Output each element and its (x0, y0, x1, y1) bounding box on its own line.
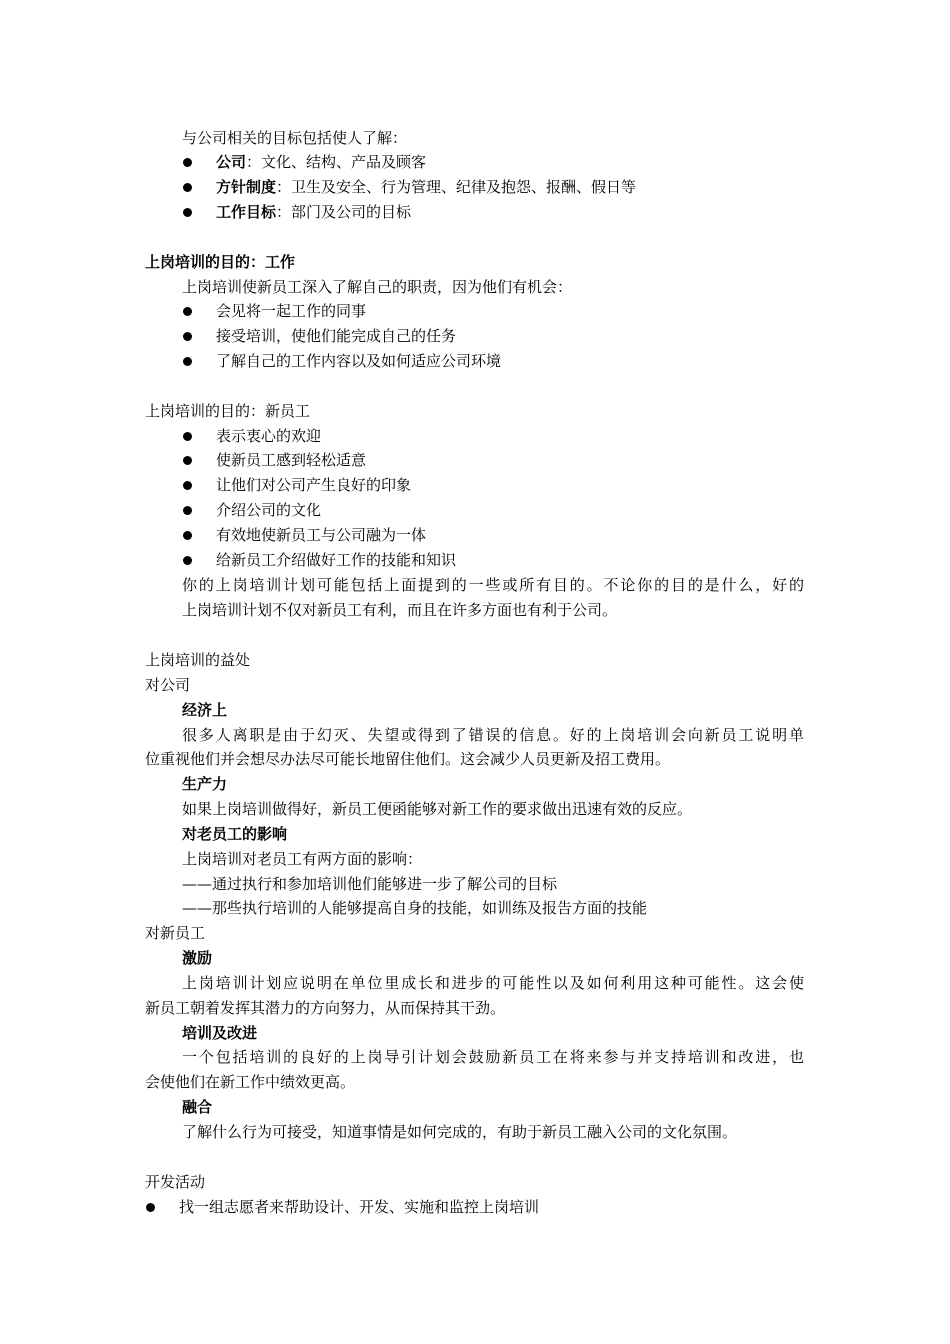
topic-title: 对老员工的影响 (182, 825, 288, 843)
paragraph-line: ——那些执行培训的人能够提高自身的技能，如训练及报告方面的技能 (182, 899, 648, 917)
paragraph-line: 了解什么行为可接受，知道事情是如何完成的，有助于新员工融入公司的文化氛围。 (182, 1123, 738, 1141)
bullet-icon (183, 456, 192, 465)
topic-title: 经济上 (182, 701, 228, 719)
list-item: 使新员工感到轻松适意 (216, 451, 367, 469)
list-item-label: 公司 (216, 153, 247, 171)
bullet-icon (183, 556, 192, 565)
section-heading: 上岗培训的目的：工作 (145, 253, 296, 271)
list-item-text: ：文化、结构、产品及顾客 (246, 153, 427, 171)
bullet-icon (183, 432, 192, 441)
list-item (216, 152, 426, 172)
list-item: 接受培训，使他们能完成自己的任务 (216, 327, 457, 345)
list-item: 找一组志愿者来帮助设计、开发、实施和监控上岗培训 (179, 1198, 540, 1216)
list-item (216, 177, 636, 197)
bullet-icon (183, 332, 192, 341)
topic-title: 激励 (182, 949, 213, 967)
subsection-heading: 对新员工 (145, 924, 206, 942)
bullet-icon (183, 158, 192, 167)
section-intro: 上岗培训使新员工深入了解自己的职责，因为他们有机会： (182, 278, 573, 296)
bullet-icon (183, 183, 192, 192)
list-item-text: ：卫生及安全、行为管理、纪律及抱怨、报酬、假日等 (276, 178, 637, 196)
paragraph-line: 上岗培训计划应说明在单位里成长和进步的可能性以及如何利用这种可能性。这会使 (182, 974, 804, 992)
list-item: 让他们对公司产生良好的印象 (216, 476, 412, 494)
bullet-icon (183, 208, 192, 217)
bullet-icon (183, 307, 192, 316)
list-item-label: 方针制度 (216, 178, 277, 196)
topic-title: 生产力 (182, 775, 228, 793)
list-item: 介绍公司的文化 (216, 501, 322, 519)
list-item: 会见将一起工作的同事 (216, 302, 367, 320)
bullet-icon (146, 1203, 155, 1212)
section-heading: 上岗培训的目的：新员工 (145, 402, 311, 420)
subsection-heading: 对公司 (145, 676, 191, 694)
section-heading: 开发活动 (145, 1173, 206, 1191)
paragraph-line: 会使他们在新工作中绩效更高。 (145, 1073, 356, 1091)
paragraph-line: 新员工朝着发挥其潜力的方向努力，从而保持其干劲。 (145, 999, 506, 1017)
bullet-icon (183, 357, 192, 366)
bullet-icon (183, 531, 192, 540)
list-item: 表示衷心的欢迎 (216, 427, 322, 445)
paragraph-line: 位重视他们并会想尽办法尽可能长地留住他们。这会减少人员更新及招工费用。 (145, 750, 671, 768)
list-item: 了解自己的工作内容以及如何适应公司环境 (216, 352, 502, 370)
paragraph-line: ——通过执行和参加培训他们能够进一步了解公司的目标 (182, 875, 558, 893)
list-item-text: ：部门及公司的目标 (276, 203, 412, 221)
paragraph-line: 一个包括培训的良好的上岗导引计划会鼓励新员工在将来参与并支持培训和改进，也 (182, 1048, 804, 1066)
bullet-icon (183, 506, 192, 515)
paragraph-line: 你的上岗培训计划可能包括上面提到的一些或所有目的。不论你的目的是什么，好的 (182, 576, 804, 594)
bullet-icon (183, 481, 192, 490)
list-item-label: 工作目标 (216, 203, 277, 221)
list-item: 有效地使新员工与公司融为一体 (216, 526, 427, 544)
topic-title: 融合 (182, 1098, 213, 1116)
company-goals-intro: 与公司相关的目标包括使人了解： (182, 129, 408, 147)
list-item (216, 202, 411, 222)
section-heading: 上岗培训的益处 (145, 651, 251, 669)
paragraph-line: 如果上岗培训做得好，新员工便函能够对新工作的要求做出迅速有效的反应。 (182, 800, 693, 818)
paragraph-line: 上岗培训计划不仅对新员工有利，而且在许多方面也有利于公司。 (182, 601, 618, 619)
topic-title: 培训及改进 (182, 1024, 258, 1042)
paragraph-line: 很多人离职是由于幻灭、失望或得到了错误的信息。好的上岗培训会向新员工说明单 (182, 726, 804, 744)
paragraph-line: 上岗培训对老员工有两方面的影响： (182, 850, 423, 868)
list-item: 给新员工介绍做好工作的技能和知识 (216, 551, 457, 569)
